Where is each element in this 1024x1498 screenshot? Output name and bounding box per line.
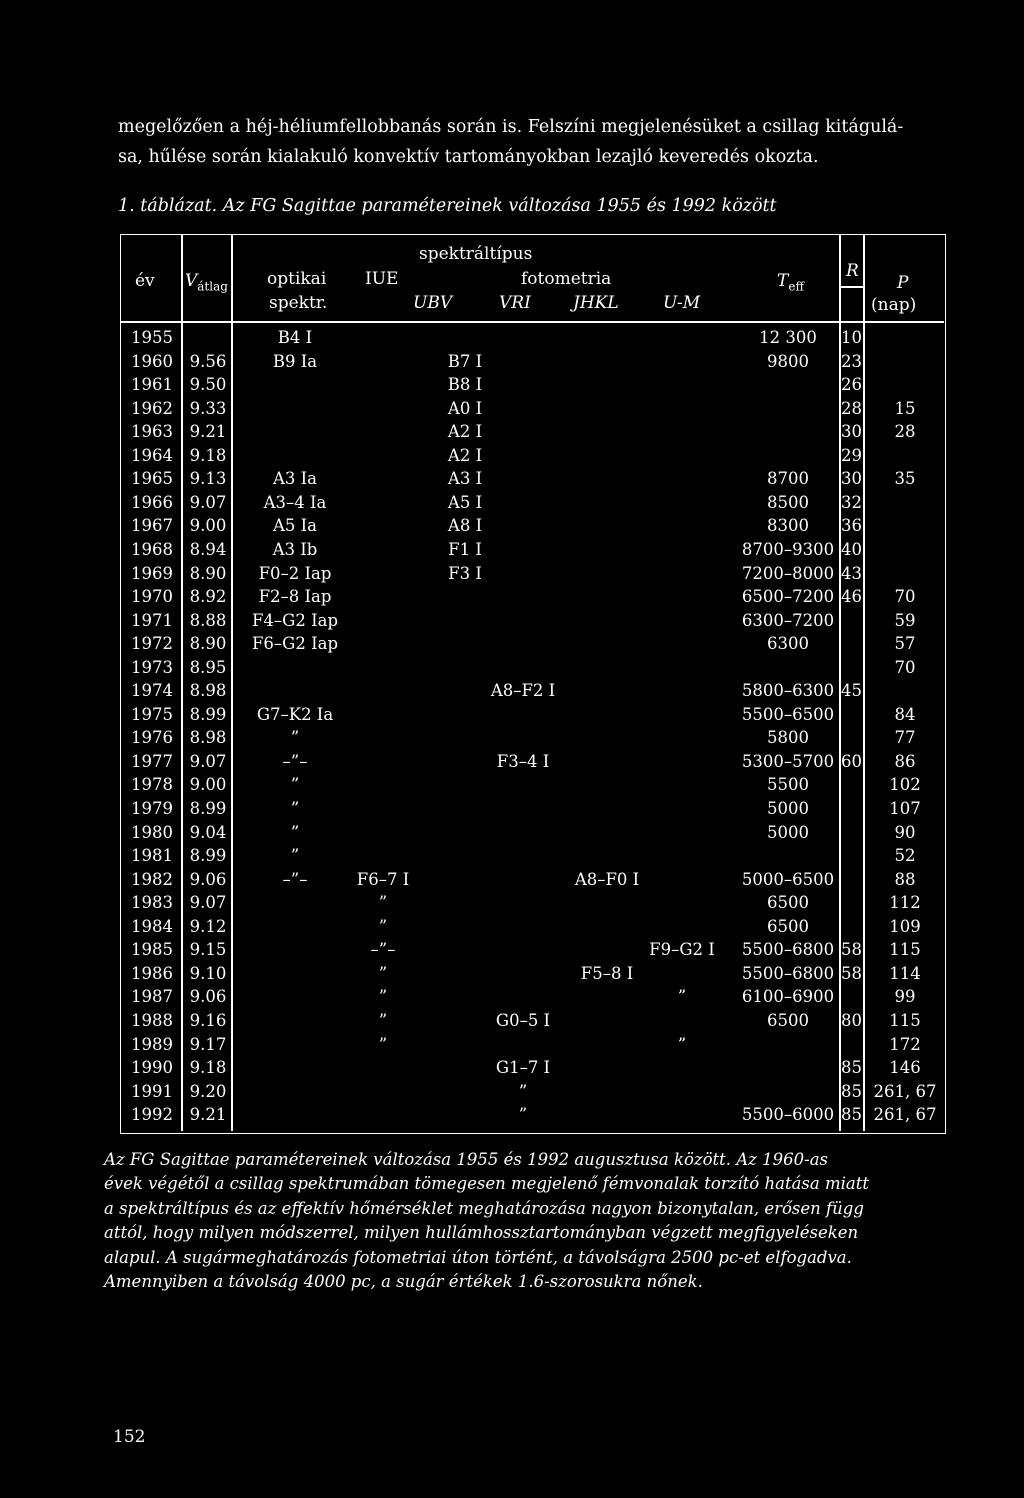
cell-p: 88 xyxy=(894,869,916,889)
cell-r: 28 xyxy=(841,398,862,418)
cell-teff: 8700–9300 xyxy=(741,539,835,559)
header-spektr: spektr. xyxy=(269,293,328,313)
table-row xyxy=(121,797,947,821)
cell-v: 9.04 xyxy=(189,822,227,842)
cell-year: 1990 xyxy=(131,1058,173,1078)
cell-teff: 6300–7200 xyxy=(741,610,835,630)
table-row xyxy=(121,491,947,515)
cell-v: 9.33 xyxy=(189,398,227,418)
cell-teff: 6500–7200 xyxy=(741,587,835,607)
cell-p: 52 xyxy=(894,846,916,866)
cell-v: 9.12 xyxy=(189,916,227,936)
cell-v: 9.00 xyxy=(189,775,227,795)
cell-year: 1985 xyxy=(131,940,173,960)
cell-v: 8.99 xyxy=(189,799,227,818)
cell-teff: 6300 xyxy=(767,634,809,654)
cell-ubv: A8 I xyxy=(447,516,483,536)
cell-teff: 5500 xyxy=(767,775,809,795)
header-p-unit: (nap) xyxy=(871,295,917,315)
cell-opt: ” xyxy=(290,846,300,866)
table-row xyxy=(121,750,947,774)
cell-year: 1969 xyxy=(131,563,173,583)
cell-p: 86 xyxy=(894,751,916,771)
cell-vri: F3–4 I xyxy=(496,751,550,771)
cell-year: 1974 xyxy=(131,681,173,701)
intro-line: sa, hűlése során kialakuló konvektív tartományokban lezajló keveredés okozta. xyxy=(118,147,819,167)
cell-p: 261, 67 xyxy=(873,1105,937,1125)
cell-year: 1983 xyxy=(131,893,173,913)
cell-p: 77 xyxy=(894,728,916,748)
cell-vri: ” xyxy=(518,1081,528,1101)
cell-teff: 9800 xyxy=(767,351,809,371)
cell-v: 9.50 xyxy=(189,375,227,395)
table-row xyxy=(121,562,947,586)
cell-teff: 12 300 xyxy=(759,328,817,347)
cell-p: 114 xyxy=(889,963,921,983)
caption-line: a spektráltípus és az effektív hőmérséklet meghatározása nagyon bizonytalan, erősen függ xyxy=(104,1198,864,1218)
cell-year: 1968 xyxy=(131,539,173,559)
cell-r: 60 xyxy=(841,751,862,771)
cell-p: 109 xyxy=(889,916,921,936)
cell-opt: F0–2 Iap xyxy=(258,563,332,583)
table-row xyxy=(121,350,947,374)
cell-v: 8.95 xyxy=(189,657,227,677)
intro-paragraph xyxy=(118,112,944,172)
cell-r: 30 xyxy=(841,469,862,489)
cell-v: 9.13 xyxy=(189,469,227,489)
cell-p: 35 xyxy=(894,469,916,489)
cell-year: 1989 xyxy=(131,1034,173,1054)
table-row xyxy=(121,444,947,468)
cell-year: 1992 xyxy=(131,1105,173,1125)
cell-r: 85 xyxy=(841,1105,862,1125)
cell-p: 99 xyxy=(894,987,916,1007)
cell-opt: G7–K2 Ia xyxy=(256,704,334,724)
cell-opt: ” xyxy=(290,775,300,795)
cell-opt: A3 Ib xyxy=(272,539,318,559)
cell-teff: 5000 xyxy=(767,822,809,842)
cell-iue: ” xyxy=(378,987,388,1007)
cell-um: F9–G2 I xyxy=(649,940,715,960)
cell-year: 1979 xyxy=(131,799,173,818)
cell-vri: G1–7 I xyxy=(495,1058,551,1078)
cell-p: 84 xyxy=(894,704,916,724)
cell-vri: A8–F2 I xyxy=(490,681,556,701)
cell-r: 58 xyxy=(841,963,862,983)
figure-caption xyxy=(104,1148,964,1294)
table-row xyxy=(121,538,947,562)
cell-um: ” xyxy=(677,1034,687,1054)
cell-year: 1982 xyxy=(131,869,173,889)
cell-opt: A3 Ia xyxy=(272,469,317,489)
cell-r: 43 xyxy=(841,563,862,583)
table-row xyxy=(121,326,947,350)
cell-opt: F2–8 Iap xyxy=(258,587,332,607)
cell-v: 9.10 xyxy=(189,963,227,983)
cell-year: 1991 xyxy=(131,1081,173,1101)
header-teff: $T_{eff}$ xyxy=(777,271,804,294)
cell-r: 23 xyxy=(841,351,862,371)
table-row xyxy=(121,632,947,656)
cell-year: 1984 xyxy=(131,916,173,936)
cell-iue: ” xyxy=(378,963,388,983)
cell-year: 1965 xyxy=(131,469,173,489)
cell-teff: 6500 xyxy=(767,893,809,913)
cell-um: ” xyxy=(677,987,687,1007)
cell-v: 9.17 xyxy=(189,1034,227,1054)
cell-teff: 5000 xyxy=(767,799,809,818)
cell-opt: F6–G2 Iap xyxy=(251,634,339,654)
table-row xyxy=(121,891,947,915)
table-row xyxy=(121,1103,947,1127)
cell-teff: 5500–6000 xyxy=(741,1105,835,1125)
table-row xyxy=(121,373,947,397)
table-row xyxy=(121,962,947,986)
header-fotometria: fotometria xyxy=(521,269,612,289)
cell-opt: ” xyxy=(290,822,300,842)
cell-year: 1966 xyxy=(131,492,173,512)
cell-ubv: A3 I xyxy=(447,469,483,489)
cell-iue: ” xyxy=(378,1010,388,1030)
cell-r: 85 xyxy=(841,1058,862,1078)
header-spektraltipus: spektráltípus xyxy=(419,244,533,264)
cell-ubv: F1 I xyxy=(448,539,482,559)
cell-v: 9.16 xyxy=(189,1010,227,1030)
intro-line: megelőzően a héj-héliumfellobbanás során is. Felszíni megjelenésüket a csillag kitágulá- xyxy=(118,117,904,137)
cell-v: 8.98 xyxy=(189,681,227,701)
cell-v: 9.07 xyxy=(189,751,227,771)
table-row xyxy=(121,773,947,797)
cell-p: 107 xyxy=(889,799,921,818)
cell-teff: 5500–6500 xyxy=(741,704,835,724)
cell-year: 1955 xyxy=(131,328,173,347)
cell-year: 1977 xyxy=(131,751,173,771)
cell-r: 10 xyxy=(841,328,862,347)
cell-ubv: F3 I xyxy=(448,563,482,583)
cell-iue: ” xyxy=(378,916,388,936)
cell-teff: 5500–6800 xyxy=(741,963,835,983)
cell-year: 1987 xyxy=(131,987,173,1007)
cell-v: 8.99 xyxy=(189,704,227,724)
cell-p: 70 xyxy=(894,587,916,607)
header-v: $V_{átlag}$ xyxy=(185,271,228,294)
table-row xyxy=(121,726,947,750)
cell-p: 172 xyxy=(889,1034,921,1054)
header-optikai: optikai xyxy=(267,269,327,289)
cell-p: 90 xyxy=(894,822,916,842)
cell-opt: ” xyxy=(290,799,300,818)
table-row xyxy=(121,609,947,633)
cell-r: 29 xyxy=(841,445,862,465)
cell-teff: 5500–6800 xyxy=(741,940,835,960)
cell-vri: G0–5 I xyxy=(495,1010,551,1030)
cell-v: 9.07 xyxy=(189,492,227,512)
table-row xyxy=(121,1080,947,1104)
cell-p: 112 xyxy=(889,893,921,913)
cell-v: 8.94 xyxy=(189,539,227,559)
cell-r: 40 xyxy=(841,539,862,559)
caption-line: évek végétől a csillag spektrumában tömegesen megjelenő fémvonalak torzító hatása miatt xyxy=(104,1174,869,1194)
cell-year: 1986 xyxy=(131,963,173,983)
header-ev: év xyxy=(135,271,155,291)
cell-year: 1971 xyxy=(131,610,173,630)
cell-r: 30 xyxy=(841,422,862,442)
cell-v: 9.06 xyxy=(189,869,227,889)
cell-teff: 6500 xyxy=(767,916,809,936)
cell-opt: ” xyxy=(290,728,300,748)
table-row xyxy=(121,585,947,609)
cell-v: 9.20 xyxy=(189,1081,227,1101)
cell-r: 46 xyxy=(841,587,862,607)
cell-v: 9.21 xyxy=(189,1105,227,1125)
table-row xyxy=(121,1033,947,1057)
cell-ubv: B7 I xyxy=(447,351,483,371)
cell-year: 1975 xyxy=(131,704,173,724)
cell-r: 45 xyxy=(841,681,862,701)
cell-vri: ” xyxy=(518,1105,528,1125)
cell-teff: 5800–6300 xyxy=(741,681,835,701)
header-jhkl: JHKL xyxy=(573,293,619,313)
cell-v: 9.21 xyxy=(189,422,227,442)
caption-line: attól, hogy milyen módszerrel, milyen hullámhossztartományban végzett megfigyeléseken xyxy=(104,1223,859,1243)
table-row xyxy=(121,938,947,962)
cell-opt: –”– xyxy=(282,751,308,771)
cell-opt: B9 Ia xyxy=(272,351,318,371)
header-ubv: UBV xyxy=(413,293,453,313)
cell-year: 1976 xyxy=(131,728,173,748)
cell-v: 9.56 xyxy=(189,351,227,371)
cell-year: 1978 xyxy=(131,775,173,795)
caption-line: Amennyiben a távolság 4000 pc, a sugár értékek 1.6-szorosukra nőnek. xyxy=(104,1272,703,1292)
cell-p: 70 xyxy=(894,657,916,677)
cell-p: 15 xyxy=(894,398,916,418)
cell-v: 8.90 xyxy=(189,563,227,583)
cell-opt: B4 I xyxy=(277,328,313,347)
cell-v: 8.88 xyxy=(189,610,227,630)
cell-teff: 7200–8000 xyxy=(741,563,835,583)
cell-teff: 6500 xyxy=(767,1010,809,1030)
cell-ubv: A2 I xyxy=(447,445,483,465)
cell-ubv: A5 I xyxy=(447,492,483,512)
cell-jhkl: F5–8 I xyxy=(580,963,634,983)
cell-ubv: A0 I xyxy=(447,398,483,418)
cell-opt: A5 Ia xyxy=(272,516,317,536)
parameters-table xyxy=(120,234,946,1134)
caption-line: alapul. A sugármeghatározás fotometriai úton történt, a távolságra 2500 pc-et elfogadva. xyxy=(104,1247,852,1267)
cell-r: 58 xyxy=(841,940,862,960)
cell-teff: 5000–6500 xyxy=(741,869,835,889)
cell-r: 85 xyxy=(841,1081,862,1101)
cell-iue: –”– xyxy=(370,940,396,960)
table-row xyxy=(121,514,947,538)
header-vri: VRI xyxy=(499,293,531,313)
cell-teff: 5800 xyxy=(767,728,809,748)
cell-teff: 6100–6900 xyxy=(741,987,835,1007)
table-row xyxy=(121,656,947,680)
cell-jhkl: A8–F0 I xyxy=(574,869,640,889)
cell-v: 9.15 xyxy=(189,940,227,960)
cell-p: 115 xyxy=(889,1010,921,1030)
cell-year: 1988 xyxy=(131,1010,173,1030)
cell-v: 9.07 xyxy=(189,893,227,913)
cell-v: 8.98 xyxy=(189,728,227,748)
cell-v: 9.18 xyxy=(189,1058,227,1078)
cell-opt: A3–4 Ia xyxy=(263,492,327,512)
cell-year: 1964 xyxy=(131,445,173,465)
table-row xyxy=(121,703,947,727)
cell-p: 57 xyxy=(894,634,916,654)
cell-year: 1981 xyxy=(131,846,173,866)
cell-r: 32 xyxy=(841,492,862,512)
table-row xyxy=(121,844,947,868)
cell-p: 146 xyxy=(889,1058,921,1078)
cell-p: 261, 67 xyxy=(873,1081,937,1101)
cell-p: 115 xyxy=(889,940,921,960)
table-row xyxy=(121,868,947,892)
cell-iue: ” xyxy=(378,1034,388,1054)
cell-r: 36 xyxy=(841,516,862,536)
cell-p: 59 xyxy=(894,610,916,630)
cell-iue: F6–7 I xyxy=(356,869,410,889)
cell-opt: –”– xyxy=(282,869,308,889)
header-iue: IUE xyxy=(365,269,399,289)
cell-year: 1972 xyxy=(131,634,173,654)
cell-year: 1963 xyxy=(131,422,173,442)
cell-teff: 8500 xyxy=(767,492,809,512)
cell-p: 102 xyxy=(889,775,921,795)
table-caption: 1. táblázat. Az FG Sagittae paramétereinek változása 1955 és 1992 között xyxy=(118,196,777,216)
page-number: 152 xyxy=(113,1427,146,1447)
cell-v: 9.06 xyxy=(189,987,227,1007)
table-row xyxy=(121,985,947,1009)
table-row xyxy=(121,467,947,491)
cell-year: 1967 xyxy=(131,516,173,536)
cell-teff: 5300–5700 xyxy=(741,751,835,771)
caption-line: Az FG Sagittae paramétereinek változása 1955 és 1992 augusztusa között. Az 1960-as xyxy=(104,1150,828,1169)
cell-teff: 8700 xyxy=(767,469,809,489)
cell-year: 1973 xyxy=(131,657,173,677)
cell-v: 8.90 xyxy=(189,634,227,654)
cell-year: 1980 xyxy=(131,822,173,842)
cell-year: 1970 xyxy=(131,587,173,607)
cell-r: 80 xyxy=(841,1010,862,1030)
cell-r: 26 xyxy=(841,375,862,395)
cell-v: 9.18 xyxy=(189,445,227,465)
header-p: P xyxy=(897,273,909,293)
table-row xyxy=(121,1009,947,1033)
cell-opt: F4–G2 Iap xyxy=(251,610,339,630)
cell-v: 8.92 xyxy=(189,587,227,607)
header-r: R xyxy=(846,261,859,281)
cell-year: 1961 xyxy=(131,375,173,395)
table-row xyxy=(121,1056,947,1080)
cell-teff: 8300 xyxy=(767,516,809,536)
table-row xyxy=(121,679,947,703)
table-row xyxy=(121,420,947,444)
table-row xyxy=(121,915,947,939)
cell-v: 9.00 xyxy=(189,516,227,536)
cell-ubv: A2 I xyxy=(447,422,483,442)
cell-v: 8.99 xyxy=(189,846,227,866)
cell-p: 28 xyxy=(894,422,916,442)
cell-ubv: B8 I xyxy=(447,375,483,395)
table-row xyxy=(121,821,947,845)
cell-year: 1960 xyxy=(131,351,173,371)
cell-iue: ” xyxy=(378,893,388,913)
table-row xyxy=(121,397,947,421)
header-um: U-M xyxy=(663,293,701,313)
cell-year: 1962 xyxy=(131,398,173,418)
